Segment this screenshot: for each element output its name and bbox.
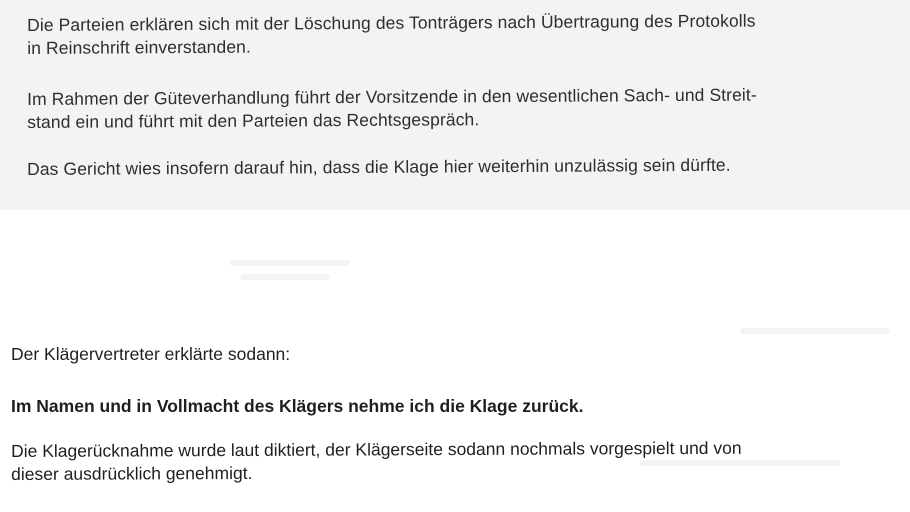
paragraph-conciliation-hearing xyxy=(27,84,757,134)
paragraph-withdrawal-approval xyxy=(11,437,742,486)
show-through-smudge xyxy=(240,274,330,280)
paragraph-line: Die Klagerücknahme wurde laut diktiert, der Klägerseite sodann nochmals vorgespielt und von xyxy=(11,437,742,461)
withdrawal-statement: Im Namen und in Vollmacht des Klägers nehme ich die Klage zurück. xyxy=(11,396,584,416)
paragraph-court-notice xyxy=(27,154,731,181)
paragraph-line: Die Parteien erklären sich mit der Löschung des Tonträgers nach Übertragung des Protokolls xyxy=(27,10,756,35)
paragraph-line: in Reinschrift einverstanden. xyxy=(27,36,251,58)
paragraph-line: Im Rahmen der Güteverhandlung führt der Vorsitzende in den wesentlichen Sach- und Streit- xyxy=(27,84,757,109)
show-through-smudge xyxy=(740,328,890,334)
paragraph-line: dieser ausdrücklich genehmigt. xyxy=(11,462,253,484)
upper-document-section xyxy=(0,0,910,210)
paragraph-deletion-consent xyxy=(27,10,756,60)
plaintiff-counsel-intro: Der Klägervertreter erklärte sodann: xyxy=(11,344,291,364)
show-through-smudge xyxy=(230,260,350,266)
paragraph-line: stand ein und führt mit den Parteien das Rechtsgespräch. xyxy=(27,109,480,132)
paragraph-line: Das Gericht wies insofern darauf hin, dass die Klage hier weiterhin unzulässig sein dürfte. xyxy=(27,154,731,179)
